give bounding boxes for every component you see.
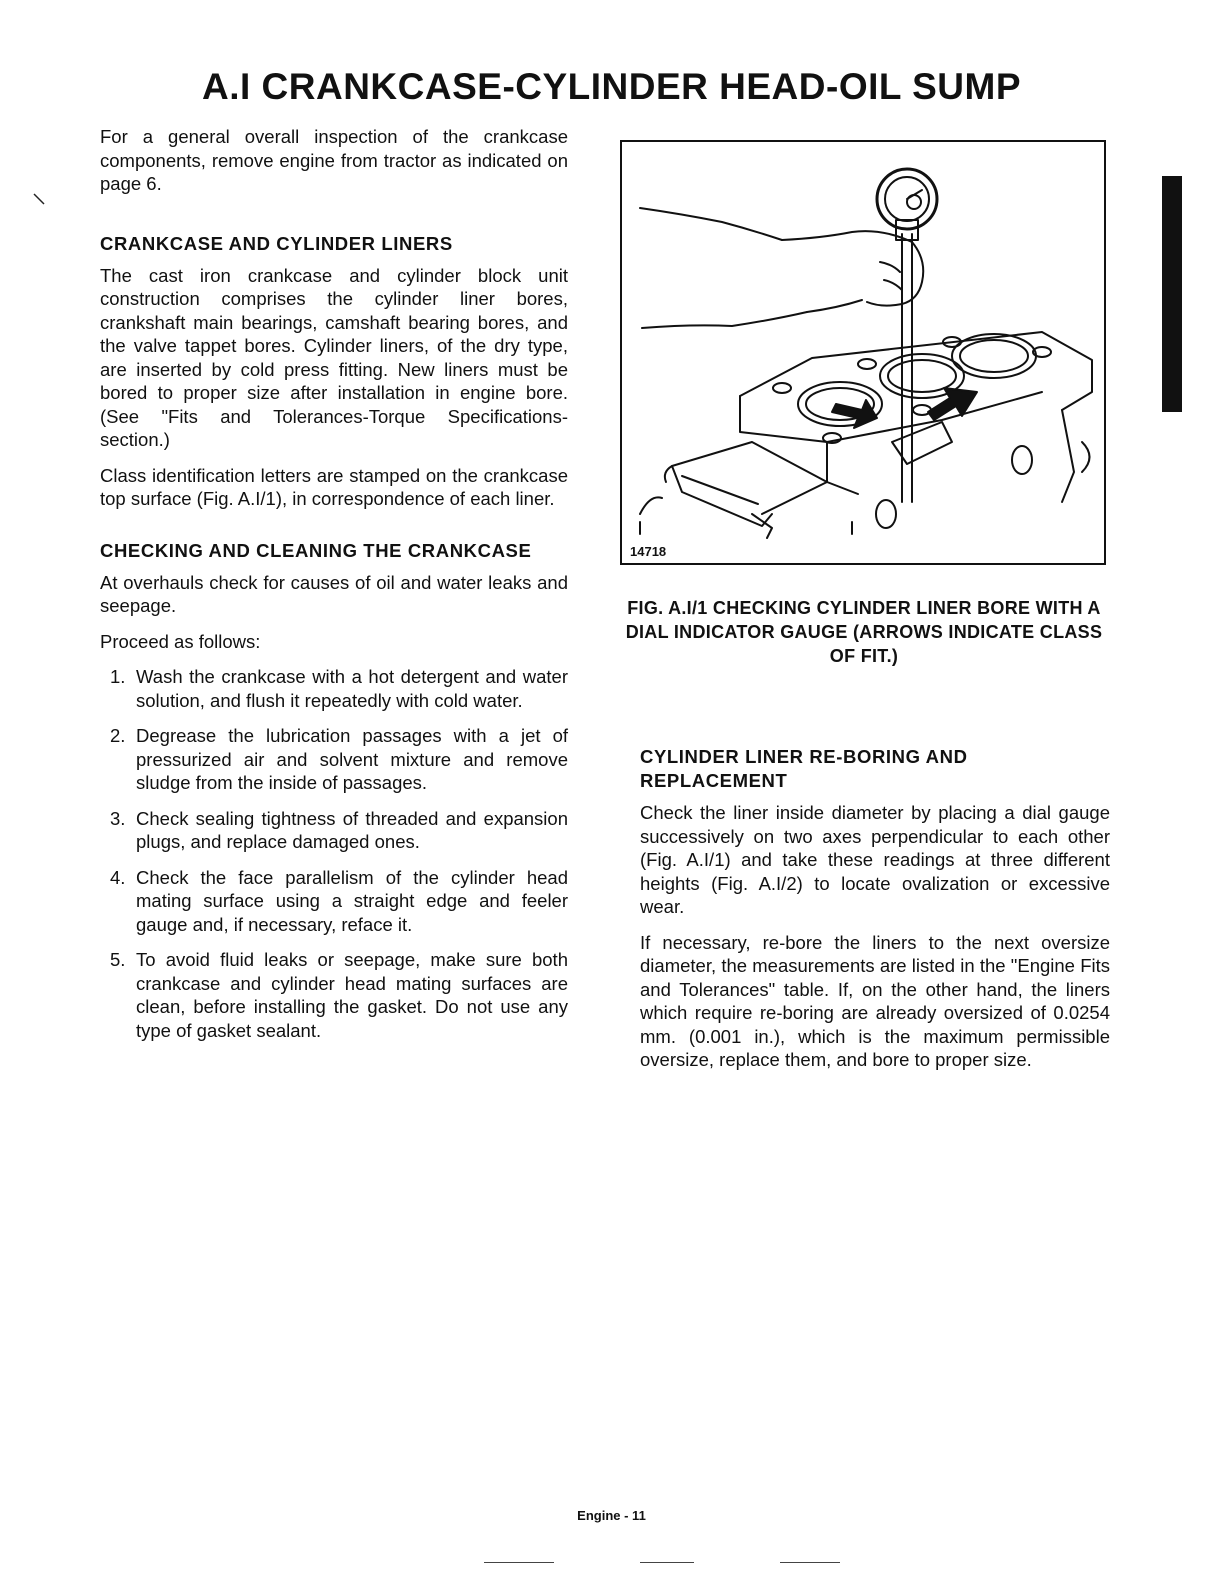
list-item-number: 4. [110,866,126,888]
list-item [100,807,568,854]
list-item-number: 5. [110,949,126,970]
list-item [100,665,568,712]
section-heading-crankcase-liners: CRANKCASE AND CYLINDER LINERS [100,232,453,254]
list-item-number: 1. [110,666,126,687]
body-paragraph: If necessary, re-bore the liners to the next oversize diameter, the measurements are listed in the "Engine Fits and Tolerances" table. If, on the other hand, the liners which require re-boring are already oversized of 0.0254 mm. (0.001 in.), which is the maximum permissible oversize, replace them, and bore to proper size. [640,931,1110,1070]
list-item-text: Degrease the lubrication passages with a jet of pressurized air and solvent mixture and remove sludge from the inside of passages. [136,725,568,793]
figure-caption: FIG. A.I/1 CHECKING CYLINDER LINER BORE WITH A DIAL INDICATOR GAUGE (ARROWS INDICATE CLASS OF FIT.) [625,598,1103,666]
scan-mark [30,190,50,210]
footer-rule [484,1562,554,1563]
section-thumb-tab [1162,176,1182,412]
list-item-text: To avoid fluid leaks or seepage, make sure both crankcase and cylinder head mating surfaces are clean, before installing the gasket. Do not use any type of gasket sealant. [136,949,568,1041]
body-paragraph: Check the liner inside diameter by placing a dial gauge successively on two axes perpendicular to each other (Fig. A.I/1) and take these readings at three different heights (Fig. A.I/2) to locate ovalization or excessive wear. [640,802,1110,917]
list-item [100,948,568,1042]
footer-rule [640,1562,694,1563]
intro-paragraph: For a general overall inspection of the crankcase components, remove engine from tractor as indicated on page 6. [100,126,568,194]
list-item [100,724,568,795]
list-item-text: Wash the crankcase with a hot detergent and water solution, and flush it repeatedly with cold water. [136,666,568,711]
list-item-text: Check the face parallelism of the cylinder head mating surface using a straight edge and feeler gauge and, if necessary, reface it. [136,866,568,935]
list-item-number: 3. [110,807,126,829]
page-title: A.I CRANKCASE-CYLINDER HEAD-OIL SUMP [201,66,1021,107]
section-heading-checking-cleaning: CHECKING AND CLEANING THE CRANKCASE [100,539,532,561]
body-paragraph: Class identification letters are stamped on the crankcase top surface (Fig. A.I/1), in correspondence of each liner. [100,464,568,509]
right-column [640,745,1110,1084]
body-paragraph: The cast iron crankcase and cylinder block unit construction comprises the cylinder liner bores, crankshaft main bearings, camshaft bearing bores, and the valve tappet bores. Cylinder liners, of the dry type, are inserted by cold press fitting. New liners must be bored to proper size after installation in engine bore. (See "Fits and Tolerances-Torque Specifications-section.) [100,264,568,450]
list-item-text: Check sealing tightness of threaded and expansion plugs, and replace damaged ones. [136,807,568,852]
section-heading-liner-reboring: CYLINDER LINER RE-BORING AND REPLACEMENT [640,746,968,791]
body-paragraph: Proceed as follows: [100,630,261,652]
figure-number: 14718 [630,544,667,559]
dial-gauge-illustration [622,142,1104,563]
footer-rule [780,1562,840,1563]
figure-dial-gauge [620,140,1106,565]
page-footer: Engine - 11 [577,1508,646,1523]
list-item-number: 2. [110,725,126,746]
list-item [100,866,568,937]
procedure-list [100,665,568,1042]
body-paragraph: At overhauls check for causes of oil and water leaks and seepage. [100,571,568,616]
left-column [100,125,568,1054]
